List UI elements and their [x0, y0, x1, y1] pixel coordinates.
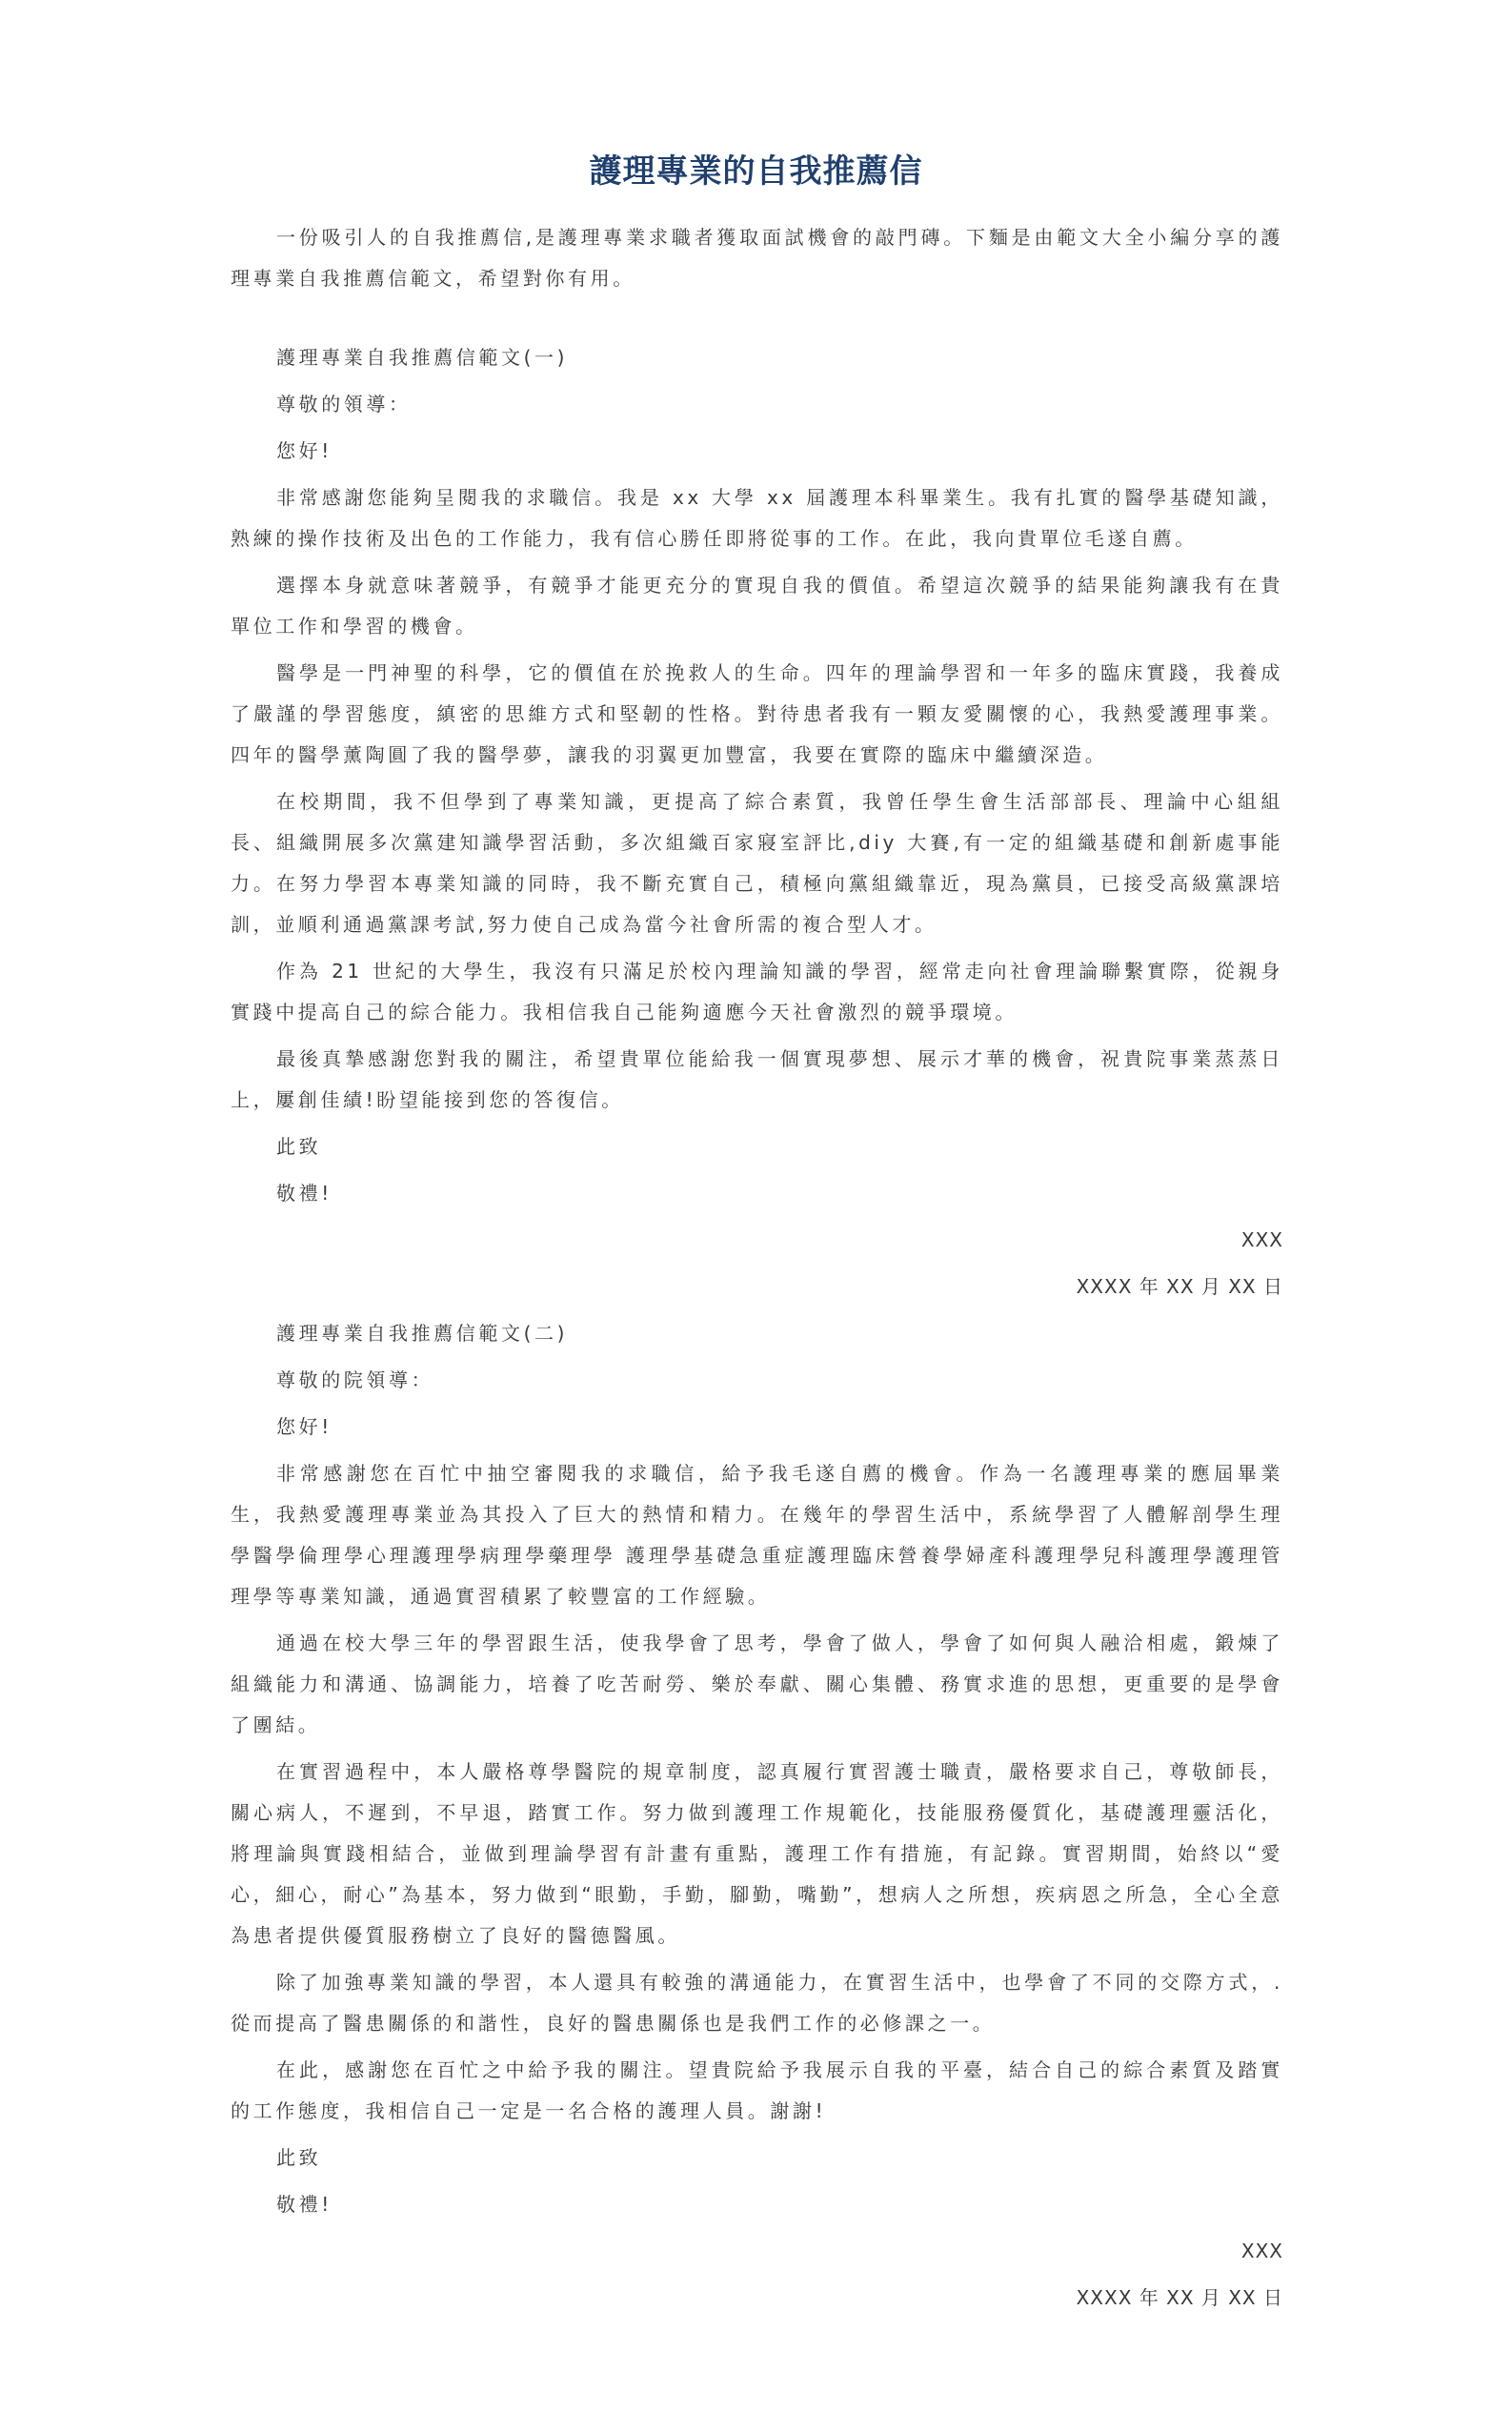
letter-signature: XXX: [1240, 1228, 1283, 1251]
letter-signature: XXX: [1240, 2239, 1283, 2262]
letter-greeting: 您好!: [276, 1415, 333, 1438]
letter-date: XXXX 年 XX 月 XX 日: [1076, 2286, 1283, 2309]
letter-paragraph: 非常感謝您能夠呈閱我的求職信。我是 xx 大學 xx 屆護理本科畢業生。我有扎實的醫學基礎知識，熟練的操作技術及出色的工作能力，我有信心勝任即將從事的工作。在此，我向貴單位毛遂自薦。: [231, 486, 1283, 550]
letter-sample-2: [231, 1313, 1283, 2319]
letter-salutation: 尊敬的院領導：: [276, 1368, 434, 1391]
letter-heading: 護理專業自我推薦信範文(一): [276, 346, 569, 369]
letter-closing: 此致: [276, 2146, 322, 2169]
spacer: [231, 299, 1283, 337]
intro-paragraph: 一份吸引人的自我推薦信,是護理專業求職者獲取面試機會的敲門磚。下麵是由範文大全小編分享的護理專業自我推薦信範文，希望對你有用。: [231, 226, 1283, 290]
letter-paragraph: 在實習過程中，本人嚴格尊學醫院的規章制度，認真履行實習護士職責，嚴格要求自己，尊敬師長，關心病人，不遲到，不早退，踏實工作。努力做到護理工作規範化，技能服務優質化，基礎護理靈活化，將理論與實踐相結合，並做到理論學習有計畫有重點，護理工作有措施，有記錄。實習期間，始終以“愛心，細心，耐心”為基本，努力做到“眼勤，手勤，腳勤，嘴勤”，想病人之所想，疾病恩之所急，全心全意為患者提供優質服務樹立了良好的醫德醫風。: [231, 1760, 1283, 1947]
letter-paragraph: 通過在校大學三年的學習跟生活，使我學會了思考，學會了做人，學會了如何與人融洽相處，鍛煉了組織能力和溝通、協調能力，培養了吃苦耐勞、樂於奉獻、關心集體、務實求進的思想，更重要的是學會了團結。: [231, 1631, 1283, 1736]
letter-salutation: 尊敬的領導：: [276, 393, 412, 415]
document-title: 護理專業的自我推薦信: [589, 152, 923, 191]
letter-closing-salute: 敬禮!: [276, 2193, 333, 2216]
letter-paragraph: 在此，感謝您在百忙之中給予我的關注。望貴院給予我展示自我的平臺，結合自己的綜合素質及踏實的工作態度，我相信自己一定是一名合格的護理人員。謝謝!: [231, 2058, 1283, 2122]
letter-closing-salute: 敬禮!: [276, 1182, 333, 1205]
document-body: [231, 217, 1283, 2319]
letter-paragraph: 作為 21 世紀的大學生，我沒有只滿足於校內理論知識的學習，經常走向社會理論聯繫實際，從親身實踐中提高自己的綜合能力。我相信我自己能夠適應今天社會激烈的競爭環境。: [231, 960, 1283, 1023]
letter-closing: 此致: [276, 1135, 322, 1158]
letter-date: XXXX 年 XX 月 XX 日: [1076, 1275, 1283, 1298]
letter-heading: 護理專業自我推薦信範文(二): [276, 1322, 569, 1345]
letter-paragraph: 最後真摯感謝您對我的關注，希望貴單位能給我一個實現夢想、展示才華的機會，祝貴院事業蒸蒸日上，屢創佳績!盼望能接到您的答復信。: [231, 1047, 1283, 1111]
letter-greeting: 您好!: [276, 439, 333, 462]
letter-paragraph: 非常感謝您在百忙中抽空審閱我的求職信，給予我毛遂自薦的機會。作為一名護理專業的應屆畢業生，我熱愛護理專業並為其投入了巨大的熱情和精力。在幾年的學習生活中，系統學習了人體解剖學生理學醫學倫理學心理護理學病理學藥理學 護理學基礎急重症護理臨床營養學婦產科護理學兒科護理學護理管理學等專業知識，通過實習積累了較豐富的工作經驗。: [231, 1462, 1283, 1608]
letter-paragraph: 在校期間，我不但學到了專業知識，更提高了綜合素質，我曾任學生會生活部部長、理論中心組組長、組織開展多次黨建知識學習活動，多次組織百家寢室評比,diy 大賽,有一定的組織基礎和創新處事能力。在努力學習本專業知識的同時，我不斷充實自己，積極向黨組織靠近，現為黨員，已接受高級黨課培訓，並順利通過黨課考試,努力使自己成為當今社會所需的複合型人才。: [231, 790, 1283, 936]
letter-sample-1: [231, 337, 1283, 1307]
letter-paragraph: 醫學是一門神聖的科學，它的價值在於挽救人的生命。四年的理論學習和一年多的臨床實踐，我養成了嚴謹的學習態度，縝密的思維方式和堅韌的性格。對待患者我有一顆友愛關懷的心，我熱愛護理事業。四年的醫學薰陶圓了我的醫學夢，讓我的羽翼更加豐富，我要在實際的臨床中繼續深造。: [231, 661, 1283, 766]
letter-paragraph: 選擇本身就意味著競爭，有競爭才能更充分的實現自我的價值。希望這次競爭的結果能夠讓我有在貴單位工作和學習的機會。: [231, 574, 1283, 638]
letter-paragraph: 除了加強專業知識的學習，本人還具有較強的溝通能力，在實習生活中，也學會了不同的交際方式，.從而提高了醫患關係的和諧性，良好的醫患關係也是我們工作的必修課之一。: [231, 1971, 1283, 2035]
